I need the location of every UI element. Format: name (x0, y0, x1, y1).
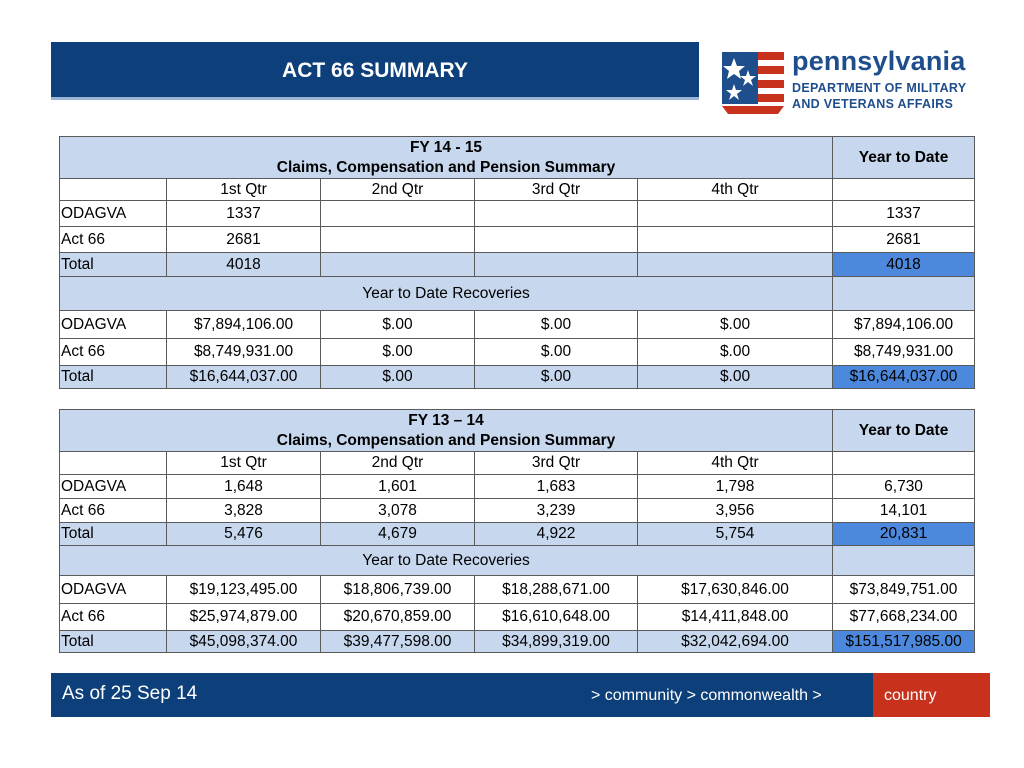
footer-bar (51, 673, 990, 717)
row-label: Act 66 (60, 499, 167, 523)
cell: $16,610,648.00 (475, 604, 638, 631)
total-row (60, 366, 975, 389)
cell (321, 201, 475, 227)
recoveries-header: Year to Date Recoveries (60, 277, 833, 311)
cell: 3,078 (321, 499, 475, 523)
pa-dmva-logo (718, 44, 978, 116)
cell: $.00 (475, 311, 638, 339)
logo-wordmark: pennsylvania (792, 46, 966, 76)
row-label: Total (60, 253, 167, 277)
ytd-header: Year to Date (833, 410, 975, 452)
ytd-cell: $77,668,234.00 (833, 604, 975, 631)
cell: $.00 (321, 311, 475, 339)
empty-cell (833, 277, 975, 311)
row-label: ODAGVA (60, 475, 167, 499)
empty-cell (833, 179, 975, 201)
quarter-header: 4th Qtr (638, 452, 833, 475)
fy-label: FY 14 - 15 (409, 138, 483, 156)
row-label: Act 66 (60, 604, 167, 631)
row-label: ODAGVA (60, 201, 167, 227)
table-row (60, 604, 975, 631)
quarter-header: 1st Qtr (167, 452, 321, 475)
ytd-cell: $8,749,931.00 (833, 339, 975, 366)
cell: $39,477,598.00 (321, 631, 475, 653)
cell (475, 201, 638, 227)
cell (321, 253, 475, 277)
cell: 5,476 (167, 523, 321, 546)
cell: 1,601 (321, 475, 475, 499)
cell: $19,123,495.00 (167, 576, 321, 604)
quarter-header-row (60, 179, 975, 201)
as-of-date: As of 25 Sep 14 (62, 683, 198, 704)
cell: $20,670,859.00 (321, 604, 475, 631)
ytd-header: Year to Date (833, 137, 975, 179)
quarter-header-row (60, 452, 975, 475)
empty-cell (833, 546, 975, 576)
quarter-header: 1st Qtr (167, 179, 321, 201)
cell (475, 227, 638, 253)
empty-cell (60, 452, 167, 475)
table-subtitle: Claims, Compensation and Pension Summary (276, 431, 616, 449)
ytd-cell: 1337 (833, 201, 975, 227)
cell: 1,648 (167, 475, 321, 499)
table-row (60, 475, 975, 499)
cell: $34,899,319.00 (475, 631, 638, 653)
logo-line-1: DEPARTMENT OF MILITARY (792, 81, 967, 95)
row-label: Total (60, 631, 167, 653)
cell: 4,922 (475, 523, 638, 546)
cell: $16,644,037.00 (167, 366, 321, 389)
table-header-row (60, 137, 975, 179)
total-row (60, 523, 975, 546)
table-header (60, 137, 833, 179)
cell: $.00 (638, 311, 833, 339)
cell: $.00 (321, 366, 475, 389)
total-row (60, 253, 975, 277)
table-header-row (60, 410, 975, 452)
cell: $.00 (321, 339, 475, 366)
ytd-cell: 6,730 (833, 475, 975, 499)
ytd-cell: 14,101 (833, 499, 975, 523)
page-title: ACT 66 SUMMARY (282, 59, 468, 82)
ytd-total-cell: $16,644,037.00 (833, 366, 975, 389)
table-header (60, 410, 833, 452)
cell (638, 227, 833, 253)
cell: $18,288,671.00 (475, 576, 638, 604)
table-subtitle: Claims, Compensation and Pension Summary (276, 158, 616, 176)
quarter-header: 2nd Qtr (321, 179, 475, 201)
fy-label: FY 13 – 14 (408, 411, 484, 429)
quarter-header: 2nd Qtr (321, 452, 475, 475)
cell: 3,956 (638, 499, 833, 523)
table-row (60, 311, 975, 339)
row-label: Total (60, 523, 167, 546)
total-row (60, 631, 975, 653)
table-row (60, 339, 975, 366)
cell: $8,749,931.00 (167, 339, 321, 366)
cell: $.00 (475, 339, 638, 366)
cell: $25,974,879.00 (167, 604, 321, 631)
country-block (873, 673, 990, 717)
cell: $.00 (475, 366, 638, 389)
row-label: ODAGVA (60, 311, 167, 339)
ytd-total-cell: 4018 (833, 253, 975, 277)
cell: 3,828 (167, 499, 321, 523)
ytd-cell: $73,849,751.00 (833, 576, 975, 604)
cell: 1,798 (638, 475, 833, 499)
cell: 5,754 (638, 523, 833, 546)
table-row (60, 576, 975, 604)
ytd-cell: 2681 (833, 227, 975, 253)
title-bar (51, 42, 699, 100)
cell: 2681 (167, 227, 321, 253)
cell: 4,679 (321, 523, 475, 546)
quarter-header: 3rd Qtr (475, 452, 638, 475)
cell: 4018 (167, 253, 321, 277)
empty-cell (60, 179, 167, 201)
cell (475, 253, 638, 277)
ytd-total-cell: $151,517,985.00 (833, 631, 975, 653)
footer-tagline: > community > commonwealth > (591, 687, 822, 704)
logo-line-2: AND VETERANS AFFAIRS (792, 97, 954, 111)
recoveries-header: Year to Date Recoveries (60, 546, 833, 576)
cell (321, 227, 475, 253)
cell: 1,683 (475, 475, 638, 499)
cell: $14,411,848.00 (638, 604, 833, 631)
cell: $.00 (638, 339, 833, 366)
row-label: Act 66 (60, 227, 167, 253)
recoveries-header-row (60, 277, 975, 311)
table-row (60, 201, 975, 227)
cell: 1337 (167, 201, 321, 227)
row-label: ODAGVA (60, 576, 167, 604)
cell (638, 253, 833, 277)
recoveries-header-row (60, 546, 975, 576)
cell: $45,098,374.00 (167, 631, 321, 653)
flag-star-icon (718, 44, 786, 116)
table-row (60, 499, 975, 523)
cell: $32,042,694.00 (638, 631, 833, 653)
quarter-header: 3rd Qtr (475, 179, 638, 201)
cell: $18,806,739.00 (321, 576, 475, 604)
ytd-total-cell: 20,831 (833, 523, 975, 546)
cell: $.00 (638, 366, 833, 389)
quarter-header: 4th Qtr (638, 179, 833, 201)
cell: $7,894,106.00 (167, 311, 321, 339)
ytd-cell: $7,894,106.00 (833, 311, 975, 339)
cell: 3,239 (475, 499, 638, 523)
country-label: country (884, 687, 937, 704)
cell: $17,630,846.00 (638, 576, 833, 604)
row-label: Total (60, 366, 167, 389)
fy14-15-table (59, 136, 975, 389)
table-row (60, 227, 975, 253)
fy13-14-table (59, 409, 975, 653)
row-label: Act 66 (60, 339, 167, 366)
empty-cell (833, 452, 975, 475)
cell (638, 201, 833, 227)
